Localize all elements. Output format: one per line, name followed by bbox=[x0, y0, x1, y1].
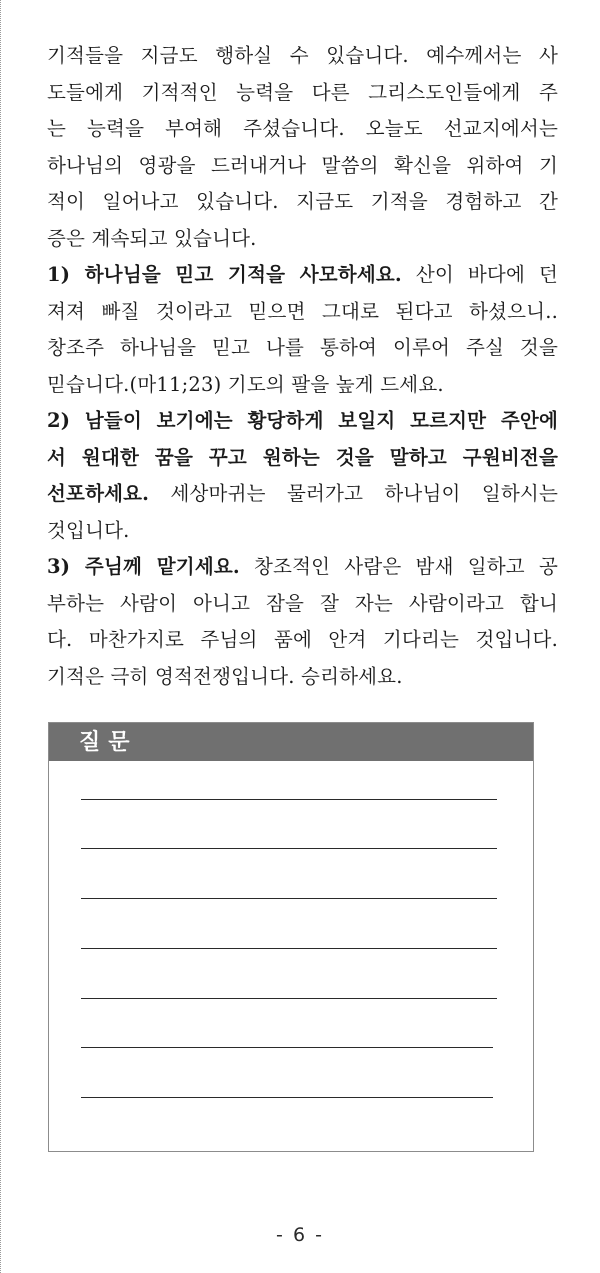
paragraph-line: 증은 계속되고 있습니다. bbox=[47, 226, 257, 250]
point-1-line: 창조주 하나님을 믿고 나를 통하여 이루어 주실 것을 bbox=[47, 336, 558, 359]
point-2-heading-line: 2) 남들이 보기에는 황당하게 보일지 모르지만 주안에 bbox=[47, 409, 558, 432]
answer-line[interactable] bbox=[81, 799, 497, 800]
paragraph-line: 적이 일어나고 있습니다. 지금도 기적을 경험하고 간 bbox=[47, 190, 558, 213]
point-3-line: 다. 마찬가지로 주님의 품에 안겨 기다리는 것입니다. bbox=[47, 628, 558, 651]
point-2-heading-end: 선포하세요. bbox=[47, 482, 150, 505]
page-number: - 6 - bbox=[276, 1224, 324, 1246]
point-2-heading-line: 서 원대한 꿈을 꾸고 원하는 것을 말하고 구원비전을 bbox=[47, 445, 558, 469]
point-1-heading: 1) 하나님을 믿고 기적을 사모하세요. bbox=[47, 263, 402, 286]
answer-line[interactable] bbox=[81, 1047, 493, 1048]
point-1-line: 져져 빠질 것이라고 믿으면 그대로 된다고 하셨으니.. bbox=[47, 299, 558, 323]
answer-line[interactable] bbox=[81, 1097, 493, 1098]
answer-line[interactable] bbox=[81, 898, 497, 899]
answer-line[interactable] bbox=[81, 998, 497, 999]
point-2-text: 세상마귀는 물러가고 하나님이 일하시는 bbox=[149, 482, 558, 505]
left-margin-rule bbox=[0, 0, 1, 1273]
paragraph-line: 기적들을 지금도 행하실 수 있습니다. 예수께서는 사 bbox=[47, 44, 558, 67]
point-3-text: 창조적인 사람은 밤새 일하고 공 bbox=[239, 555, 559, 578]
body-text bbox=[47, 38, 558, 695]
point-2-line bbox=[47, 476, 558, 513]
paragraph-line: 는 능력을 부여해 주셨습니다. 오늘도 선교지에서는 bbox=[47, 117, 558, 140]
question-box bbox=[48, 722, 534, 1152]
point-1-line: 믿습니다.(마11;23) 기도의 팔을 높게 드세요. bbox=[47, 372, 444, 396]
point-2-line: 것입니다. bbox=[47, 518, 130, 542]
point-3-line bbox=[47, 549, 558, 586]
point-3-line: 기적은 극히 영적전쟁입니다. 승리하세요. bbox=[47, 664, 403, 688]
paragraph-line: 하나님의 영광을 드러내거나 말씀의 확신을 위하여 기 bbox=[47, 153, 558, 177]
question-box-title: 질문 bbox=[49, 723, 533, 761]
answer-line[interactable] bbox=[81, 848, 497, 849]
point-3-heading: 3) 주님께 맡기세요. bbox=[47, 555, 240, 578]
paragraph-line: 도들에게 기적적인 능력을 다른 그리스도인들에게 주 bbox=[47, 80, 558, 104]
point-1-line bbox=[47, 257, 558, 294]
point-1-text: 산이 바다에 던 bbox=[401, 263, 558, 286]
point-3-line: 부하는 사람이 아니고 잠을 잘 자는 사람이라고 합니 bbox=[47, 591, 558, 615]
answer-line[interactable] bbox=[81, 948, 497, 949]
